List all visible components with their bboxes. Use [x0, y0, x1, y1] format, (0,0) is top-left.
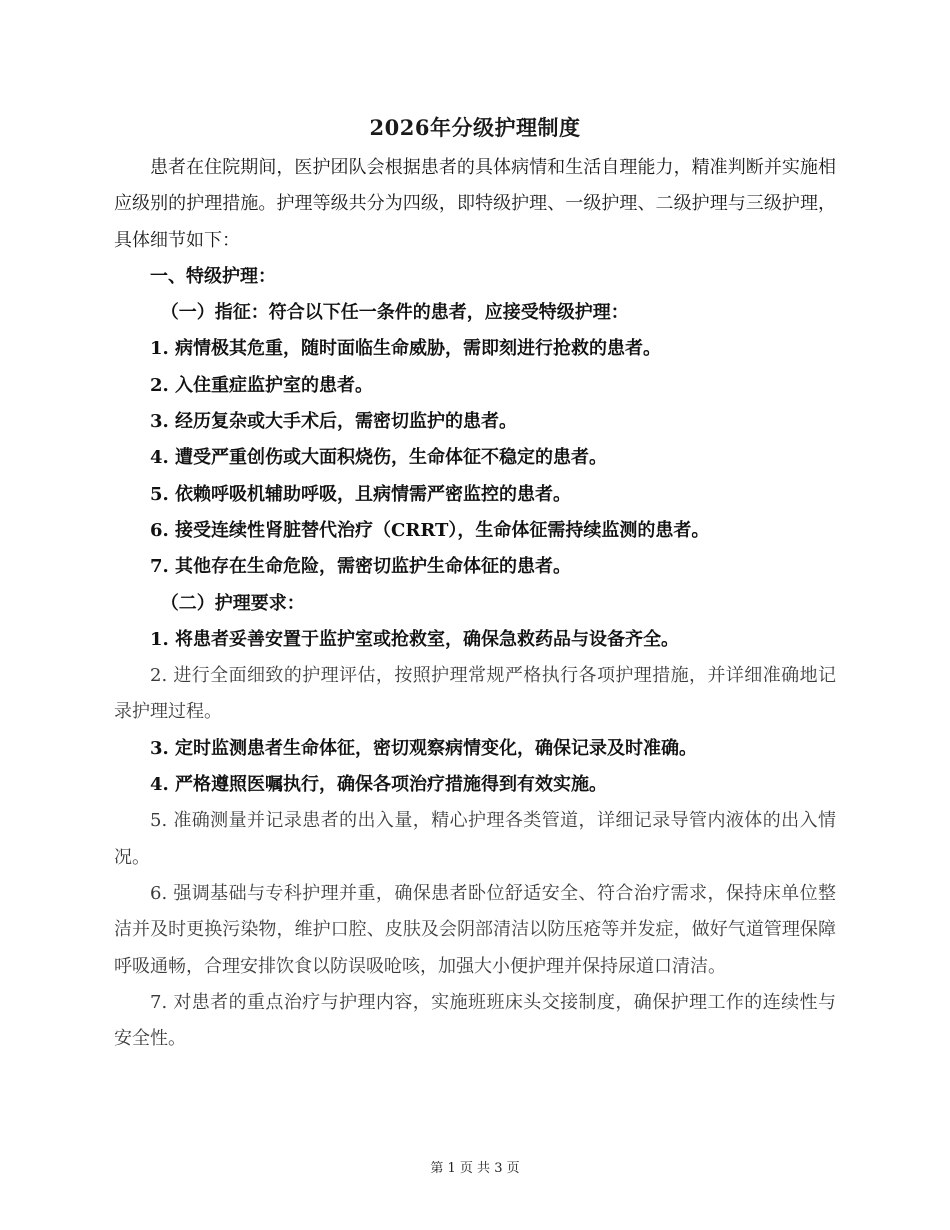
requirement-item: 2. 进行全面细致的护理评估，按照护理常规严格执行各项护理措施，并详细准确地记录护理过程。 [114, 665, 836, 723]
indications-heading: （一）指征：符合以下任一条件的患者，应接受特级护理： [160, 302, 629, 324]
requirement-item: 1. 将患者妥善安置于监护室或抢救室，确保急救药品与设备齐全。 [150, 628, 680, 650]
page-number: 第 1 页 共 3 页 [430, 1161, 520, 1176]
requirement-item: 3. 定时监测患者生命体征，密切观察病情变化，确保记录及时准确。 [150, 737, 698, 759]
intro-paragraph: 患者在住院期间，医护团队会根据患者的具体病情和生活自理能力，精准判断并实施相应级别的护理措施。护理等级共分为四级，即特级护理、一级护理、二级护理与三级护理，具体细节如下： [114, 157, 836, 251]
section-heading: 一、特级护理： [150, 265, 276, 287]
indication-item: 4. 遭受严重创伤或大面积烧伤，生命体征不稳定的患者。 [150, 447, 608, 469]
indication-item: 3. 经历复杂或大手术后，需密切监护的患者。 [150, 411, 518, 433]
document-body [114, 150, 836, 1057]
requirement-item: 4. 严格遵照医嘱执行，确保各项治疗措施得到有效实施。 [150, 774, 608, 796]
document-title: 2026年分级护理制度 [369, 115, 581, 140]
requirement-item: 7. 对患者的重点治疗与护理内容，实施班班床头交接制度，确保护理工作的连续性与安全性。 [114, 991, 836, 1050]
indication-item: 6. 接受连续性肾脏替代治疗（CRRT），生命体征需持续监测的患者。 [150, 519, 710, 541]
indication-item: 1. 病情极其危重，随时面临生命威胁，需即刻进行抢救的患者。 [150, 338, 662, 360]
indication-item: 5. 依赖呼吸机辅助呼吸，且病情需严密监控的患者。 [150, 483, 572, 505]
requirements-heading: （二）护理要求： [160, 592, 305, 614]
indication-item: 7. 其他存在生命危险，需密切监护生命体征的患者。 [150, 556, 572, 578]
requirement-item: 5. 准确测量并记录患者的出入量，精心护理各类管道，详细记录导管内液体的出入情况。 [114, 810, 836, 868]
indication-item: 2. 入住重症监护室的患者。 [150, 374, 374, 396]
requirement-item: 6. 强调基础与专科护理并重，确保患者卧位舒适安全、符合治疗需求，保持床单位整洁并及时更换污染物，维护口腔、皮肤及会阴部清洁以防压疮等并发症，做好气道管理保障呼吸通畅，合理安排饮食以防误吸呛咳，加强大小便护理并保持尿道口清洁。 [114, 882, 836, 977]
